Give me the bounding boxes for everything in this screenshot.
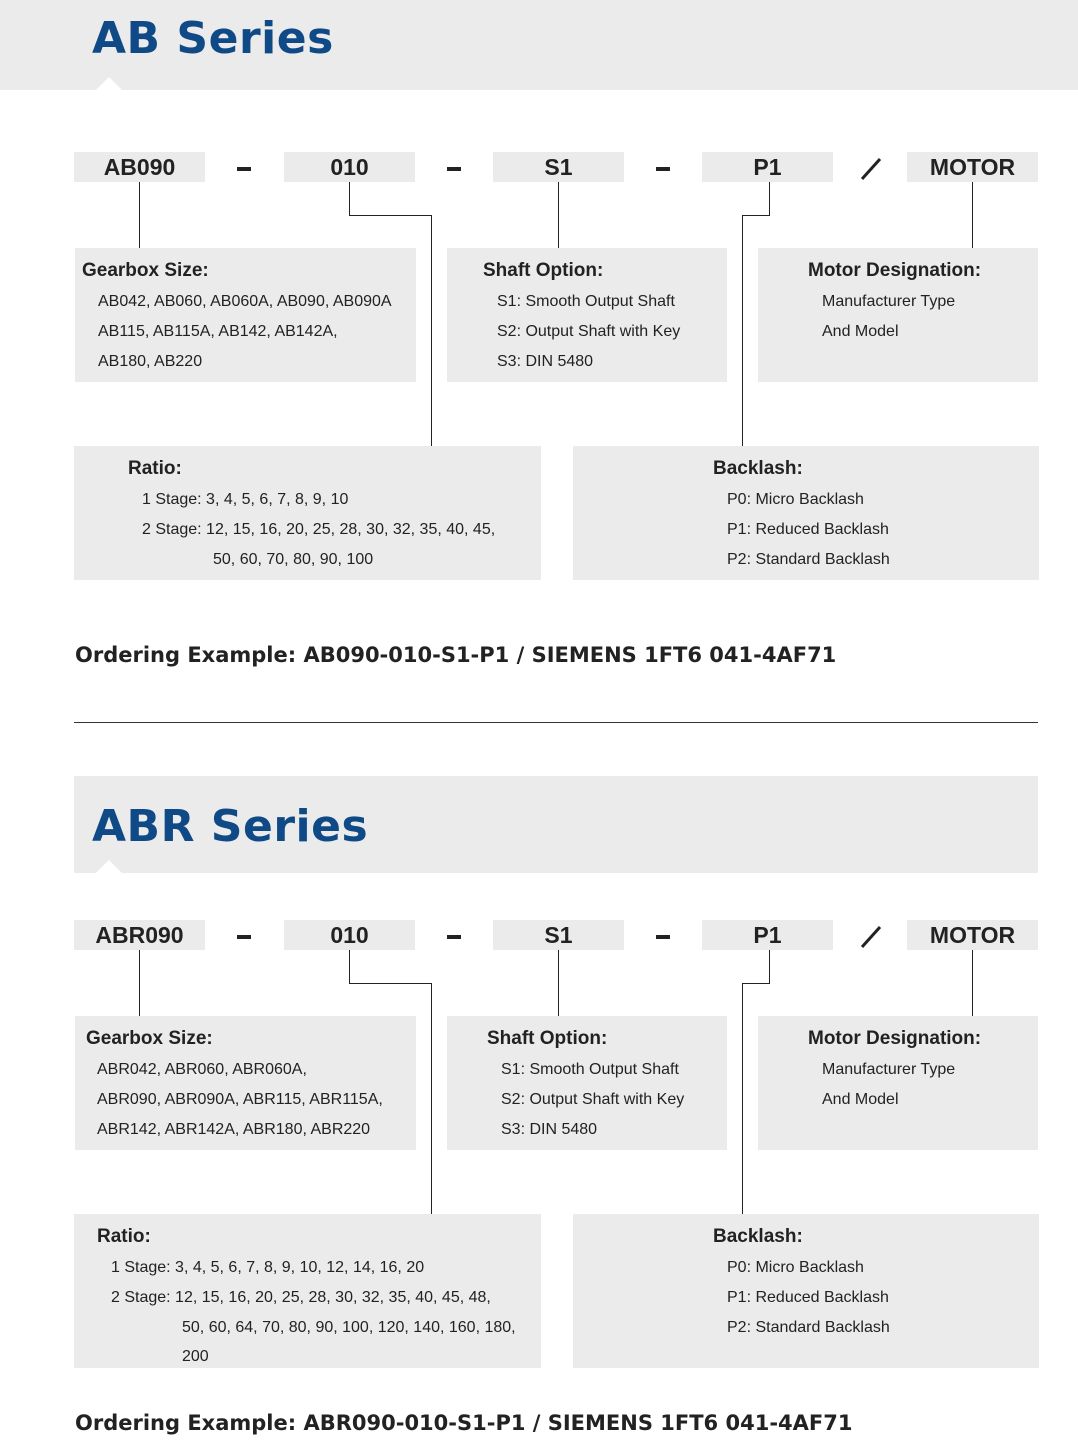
abr-gearbox-box: [75, 1016, 416, 1150]
ab-gearbox-title: Gearbox Size:: [82, 260, 209, 281]
abr-backlash-box: [573, 1214, 1039, 1368]
abr-motor-box: [758, 1016, 1038, 1150]
abr-backlash-line: P0: Micro Backlash: [727, 1259, 864, 1276]
ab-dash-3: [656, 167, 670, 171]
abr-ratio-line: 200: [182, 1348, 209, 1365]
abr-slash-icon: [858, 924, 884, 950]
ab-backlash-title: Backlash:: [713, 458, 803, 479]
ab-code-size: AB090: [74, 152, 205, 182]
ab-connector-motor: [972, 182, 973, 248]
abr-motor-title: Motor Designation:: [808, 1028, 982, 1049]
ab-backlash-line: P0: Micro Backlash: [727, 491, 864, 508]
ab-motor-line: And Model: [822, 323, 899, 340]
abr-gearbox-title: Gearbox Size:: [86, 1028, 213, 1049]
abr-series-title: ABR Series: [92, 801, 369, 852]
ab-gearbox-line: AB180, AB220: [98, 353, 203, 370]
abr-dash-1: [237, 935, 251, 939]
ab-shaft-line: S3: DIN 5480: [497, 353, 594, 370]
abr-backlash-title: Backlash:: [713, 1226, 803, 1247]
abr-connector-ratio-a: [349, 950, 350, 984]
abr-header-notch: [96, 860, 122, 873]
abr-backlash-line: P1: Reduced Backlash: [727, 1289, 889, 1306]
ab-connector-backlash-a: [769, 182, 770, 216]
abr-connector-backlash-b: [742, 983, 770, 984]
ab-motor-line: Manufacturer Type: [822, 293, 956, 310]
ab-shaft-line: S2: Output Shaft with Key: [497, 323, 681, 340]
ab-backlash-box: [573, 446, 1039, 580]
abr-shaft-box: [447, 1016, 727, 1150]
abr-ratio-title: Ratio:: [97, 1226, 151, 1247]
abr-gearbox-line: ABR090, ABR090A, ABR115, ABR115A,: [97, 1091, 383, 1108]
abr-ratio-box: [74, 1214, 541, 1368]
ab-backlash-line: P2: Standard Backlash: [727, 551, 890, 568]
abr-ratio-line: 2 Stage: 12, 15, 16, 20, 25, 28, 30, 32, 35, 40, 45, 48,: [111, 1289, 491, 1306]
abr-code-size: ABR090: [74, 920, 205, 950]
ab-dash-1: [237, 167, 251, 171]
ab-code-ratio: 010: [284, 152, 415, 182]
abr-code-shaft: S1: [493, 920, 624, 950]
abr-code-backlash: P1: [702, 920, 833, 950]
ab-shaft-line: S1: Smooth Output Shaft: [497, 293, 675, 310]
ab-code-shaft: S1: [493, 152, 624, 182]
section-divider: [74, 722, 1038, 723]
abr-shaft-line: S1: Smooth Output Shaft: [501, 1061, 679, 1078]
ab-dash-2: [447, 167, 461, 171]
ab-connector-ratio-a: [349, 182, 350, 216]
abr-connector-ratio-b: [349, 983, 432, 984]
ab-connector-shaft: [558, 182, 559, 248]
ab-gearbox-line: AB042, AB060, AB060A, AB090, AB090A: [98, 293, 392, 310]
abr-connector-backlash-c: [742, 983, 743, 1214]
ab-code-backlash: P1: [702, 152, 833, 182]
ab-ratio-line: 2 Stage: 12, 15, 16, 20, 25, 28, 30, 32, 35, 40, 45,: [142, 521, 496, 538]
abr-ordering-example: Ordering Example: ABR090-010-S1-P1 / SIEMENS 1FT6 041-4AF71: [75, 1411, 853, 1435]
abr-backlash-line: P2: Standard Backlash: [727, 1319, 890, 1336]
ab-ratio-box: [74, 446, 541, 580]
abr-connector-shaft: [558, 950, 559, 1016]
ab-ratio-line: 50, 60, 70, 80, 90, 100: [213, 551, 374, 568]
abr-dash-3: [656, 935, 670, 939]
abr-ratio-line: 50, 60, 64, 70, 80, 90, 100, 120, 140, 160, 180,: [182, 1319, 516, 1336]
ab-motor-box: [758, 248, 1038, 382]
ab-ratio-title: Ratio:: [128, 458, 182, 479]
ab-ordering-example: Ordering Example: AB090-010-S1-P1 / SIEMENS 1FT6 041-4AF71: [75, 643, 837, 667]
ab-gearbox-box: [75, 248, 416, 382]
ab-backlash-line: P1: Reduced Backlash: [727, 521, 889, 538]
ab-connector-ratio-b: [349, 215, 432, 216]
ab-motor-title: Motor Designation:: [808, 260, 982, 281]
ab-slash-icon: [858, 156, 884, 182]
ab-series-title: AB Series: [92, 13, 334, 64]
abr-gearbox-line: ABR042, ABR060, ABR060A,: [97, 1061, 307, 1078]
ab-connector-backlash-c: [742, 215, 743, 446]
abr-motor-line: And Model: [822, 1091, 899, 1108]
abr-shaft-title: Shaft Option:: [487, 1028, 608, 1049]
abr-gearbox-line: ABR142, ABR142A, ABR180, ABR220: [97, 1121, 371, 1138]
abr-code-motor: MOTOR: [907, 920, 1038, 950]
abr-shaft-line: S3: DIN 5480: [501, 1121, 598, 1138]
abr-code-ratio: 010: [284, 920, 415, 950]
ab-connector-backlash-b: [742, 215, 770, 216]
ab-code-motor: MOTOR: [907, 152, 1038, 182]
ab-ratio-line: 1 Stage: 3, 4, 5, 6, 7, 8, 9, 10: [142, 491, 349, 508]
abr-ratio-line: 1 Stage: 3, 4, 5, 6, 7, 8, 9, 10, 12, 14, 16, 20: [111, 1259, 425, 1276]
abr-connector-backlash-a: [769, 950, 770, 984]
abr-shaft-line: S2: Output Shaft with Key: [501, 1091, 685, 1108]
abr-connector-motor: [972, 950, 973, 1016]
ab-shaft-box: [447, 248, 727, 382]
abr-motor-line: Manufacturer Type: [822, 1061, 956, 1078]
ab-connector-ratio-c: [431, 215, 432, 446]
ab-shaft-title: Shaft Option:: [483, 260, 604, 281]
abr-connector-size: [139, 950, 140, 1016]
ab-header-notch: [96, 77, 122, 90]
abr-dash-2: [447, 935, 461, 939]
ab-connector-size: [139, 182, 140, 248]
abr-connector-ratio-c: [431, 983, 432, 1214]
ab-gearbox-line: AB115, AB115A, AB142, AB142A,: [98, 323, 338, 340]
